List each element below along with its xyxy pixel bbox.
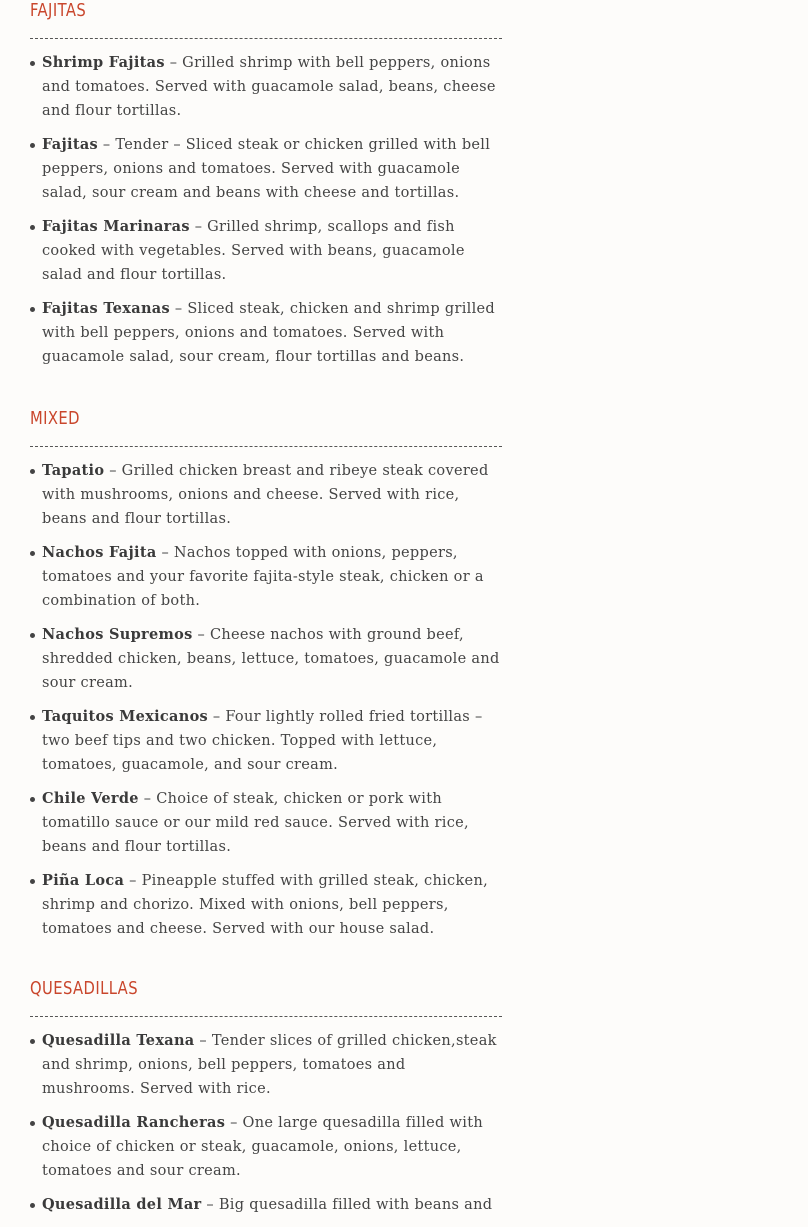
menu-item	[30, 215, 502, 287]
menu-item-description: – Tender slices of grilled chicken,steak and shrimp, onions, bell peppers, tomatoes and mushrooms. Served with rice.	[42, 1033, 497, 1097]
menu-item	[30, 1111, 502, 1183]
menu-item-name: Chile Verde	[42, 790, 139, 807]
section-divider	[30, 446, 502, 447]
menu-item-description: – Grilled shrimp with bell peppers, onions and tomatoes. Served with guacamole salad, beans, cheese and flour tortillas.	[42, 55, 496, 119]
section-quesadillas	[30, 976, 502, 1227]
menu-item-name: Fajitas	[42, 136, 99, 153]
menu-item-name: Tapatio	[42, 462, 105, 479]
menu-item-list	[30, 51, 502, 369]
section-mixed	[30, 406, 502, 951]
menu-item-name: Piña Loca	[42, 872, 125, 889]
menu-item-description: – Pineapple stuffed with grilled steak, chicken, shrimp and chorizo. Mixed with onions, bell peppers, tomatoes and cheese. Served with our house salad.	[42, 873, 488, 937]
menu-item	[30, 787, 502, 859]
menu-item	[30, 133, 502, 205]
bullet-icon	[30, 469, 35, 474]
section-divider	[30, 38, 502, 39]
section-divider	[30, 1016, 502, 1017]
menu-item-name: Fajitas Marinaras	[42, 218, 190, 235]
menu-item-description: – Grilled shrimp, scallops and fish cooked with vegetables. Served with beans, guacamole salad and flour tortillas.	[42, 219, 465, 283]
menu-item	[30, 459, 502, 531]
menu-item-name: Nachos Fajita	[42, 544, 157, 561]
menu-item-name: Taquitos Mexicanos	[42, 708, 208, 725]
section-title: QUESADILLAS	[30, 978, 138, 999]
menu-item	[30, 51, 502, 123]
menu-item-description: – One large quesadilla filled with choice of chicken or steak, guacamole, onions, lettuce, tomatoes and sour cream.	[42, 1115, 483, 1179]
bullet-icon	[30, 307, 35, 312]
menu-item	[30, 1193, 502, 1217]
menu-item-description: – Nachos topped with onions, peppers, tomatoes and your favorite fajita-style steak, chicken or a combination of both.	[42, 545, 484, 609]
menu-item-description: – Grilled chicken breast and ribeye steak covered with mushrooms, onions and cheese. Served with rice, beans and flour tortillas.	[42, 463, 489, 527]
bullet-icon	[30, 551, 35, 556]
menu-item-name: Fajitas Texanas	[42, 300, 170, 317]
bullet-icon	[30, 1039, 35, 1044]
menu-item-name: Nachos Supremos	[42, 626, 193, 643]
section-title: MIXED	[30, 408, 80, 429]
bullet-icon	[30, 1203, 35, 1208]
menu-item-name: Quesadilla Rancheras	[42, 1114, 226, 1131]
bullet-icon	[30, 797, 35, 802]
menu-item-name: Quesadilla del Mar	[42, 1196, 202, 1213]
bullet-icon	[30, 143, 35, 148]
bullet-icon	[30, 879, 35, 884]
bullet-icon	[30, 715, 35, 720]
menu-item-description: – Choice of steak, chicken or pork with tomatillo sauce or our mild red sauce. Served with rice, beans and flour tortillas.	[42, 791, 469, 855]
menu-item	[30, 623, 502, 695]
menu-item-description: – Four lightly rolled fried tortillas – two beef tips and two chicken. Topped with lettuce, tomatoes, guacamole, and sour cream.	[42, 709, 483, 773]
menu-item-description: – Tender – Sliced steak or chicken grilled with bell peppers, onions and tomatoes. Served with guacamole salad, sour cream and beans with cheese and tortillas.	[42, 137, 491, 201]
bullet-icon	[30, 633, 35, 638]
menu-item-list	[30, 1029, 502, 1217]
menu-item-name: Quesadilla Texana	[42, 1032, 195, 1049]
menu-item	[30, 869, 502, 941]
menu-item	[30, 541, 502, 613]
bullet-icon	[30, 225, 35, 230]
menu-item-list	[30, 459, 502, 941]
section-title: FAJITAS	[30, 0, 87, 21]
menu-item-name: Shrimp Fajitas	[42, 54, 165, 71]
menu-item	[30, 1029, 502, 1101]
menu-item-description: – Big quesadilla filled with beans and	[201, 1197, 493, 1213]
menu-item-description: – Cheese nachos with ground beef, shredded chicken, beans, lettuce, tomatoes, guacamole and sour cream.	[42, 627, 500, 691]
section-fajitas	[30, 0, 502, 379]
menu-item	[30, 705, 502, 777]
menu-item-description: – Sliced steak, chicken and shrimp grilled with bell peppers, onions and tomatoes. Served with guacamole salad, sour cream, flour tortillas and beans.	[42, 301, 496, 365]
bullet-icon	[30, 1121, 35, 1126]
menu-item	[30, 297, 502, 369]
bullet-icon	[30, 61, 35, 66]
